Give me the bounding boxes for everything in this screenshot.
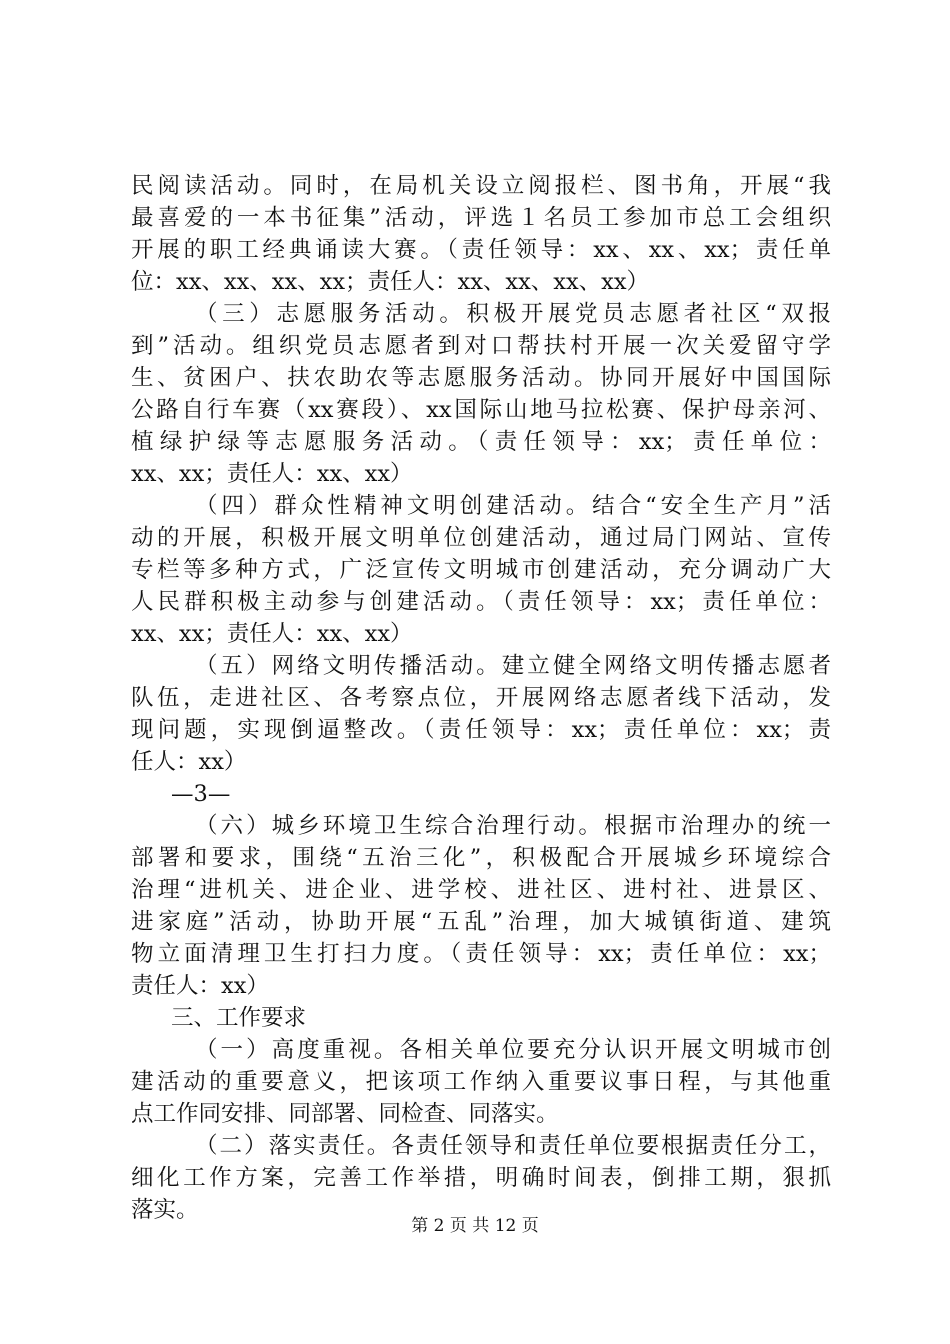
body-line: 进家庭”活动，协助开展“五乱”治理，加大城镇街道、建筑 (131, 909, 831, 935)
body-line: 细化工作方案，完善工作举措，明确时间表，倒排工期，狠抓 (131, 1165, 831, 1191)
body-line: xx、xx；责任人：xx、xx） (131, 461, 413, 487)
paragraph-first-line: （五）网络文明传播活动。建立健全网络文明传播志愿者 (195, 653, 831, 679)
body-line: 植绿护绿等志愿服务活动。（责任领导：xx；责任单位： (131, 429, 831, 455)
body-line: 生、贫困户、扶农助农等志愿服务活动。协同开展好中国国际 (131, 365, 831, 391)
paragraph-first-line: （二）落实责任。各责任领导和责任单位要根据责任分工， (195, 1133, 831, 1159)
inline-page-number: —3— (171, 781, 231, 807)
body-line: 现问题，实现倒逼整改。（责任领导：xx；责任单位：xx；责 (131, 717, 831, 743)
section-heading: 三、工作要求 (171, 1005, 307, 1031)
body-line: xx、xx；责任人：xx、xx） (131, 621, 413, 647)
body-line: 开展的职工经典诵读大赛。（责任领导：xx、xx、xx；责任单 (131, 237, 831, 263)
body-line: 队伍，走进社区、各考察点位，开展网络志愿者线下活动，发 (131, 685, 831, 711)
body-line: 点工作同安排、同部署、同检查、同落实。 (131, 1101, 559, 1127)
page-footer: 第 2 页 共 12 页 (411, 1216, 539, 1236)
body-line: 最喜爱的一本书征集”活动，评选１名员工参加市总工会组织 (131, 205, 831, 231)
body-line: 落实。 (131, 1197, 199, 1223)
document-body (131, 170, 831, 1226)
paragraph-first-line: （六）城乡环境卫生综合治理行动。根据市治理办的统一 (195, 813, 831, 839)
body-line: 民阅读活动。同时，在局机关设立阅报栏、图书角，开展“我 (131, 173, 831, 199)
paragraph-first-line: （一）高度重视。各相关单位要充分认识开展文明城市创 (195, 1037, 831, 1063)
body-line: 部署和要求，围绕“五治三化”，积极配合开展城乡环境综合 (131, 845, 831, 871)
body-line: 任人：xx） (131, 749, 247, 775)
body-line: 治理“进机关、进企业、进学校、进社区、进村社、进景区、 (131, 877, 831, 903)
body-line: 动的开展，积极开展文明单位创建活动，通过局门网站、宣传 (131, 525, 831, 551)
body-line: 人民群积极主动参与创建活动。（责任领导：xx；责任单位： (131, 589, 831, 615)
body-line: 公路自行车赛（xx赛段）、xx国际山地马拉松赛、保护母亲河、 (131, 397, 831, 423)
paragraph-first-line: （三）志愿服务活动。积极开展党员志愿者社区“双报 (195, 301, 831, 327)
body-line: 专栏等多种方式，广泛宣传文明城市创建活动，充分调动广大 (131, 557, 831, 583)
body-line: 位：xx、xx、xx、xx；责任人：xx、xx、xx、xx） (131, 269, 650, 295)
body-line: 责任人：xx） (131, 973, 269, 999)
body-line: 物立面清理卫生打扫力度。（责任领导：xx；责任单位：xx； (131, 941, 831, 967)
paragraph-first-line: （四）群众性精神文明创建活动。结合“安全生产月”活 (195, 493, 831, 519)
body-line: 建活动的重要意义，把该项工作纳入重要议事日程，与其他重 (131, 1069, 831, 1095)
body-line: 到”活动。组织党员志愿者到对口帮扶村开展一次关爱留守学 (131, 333, 831, 359)
